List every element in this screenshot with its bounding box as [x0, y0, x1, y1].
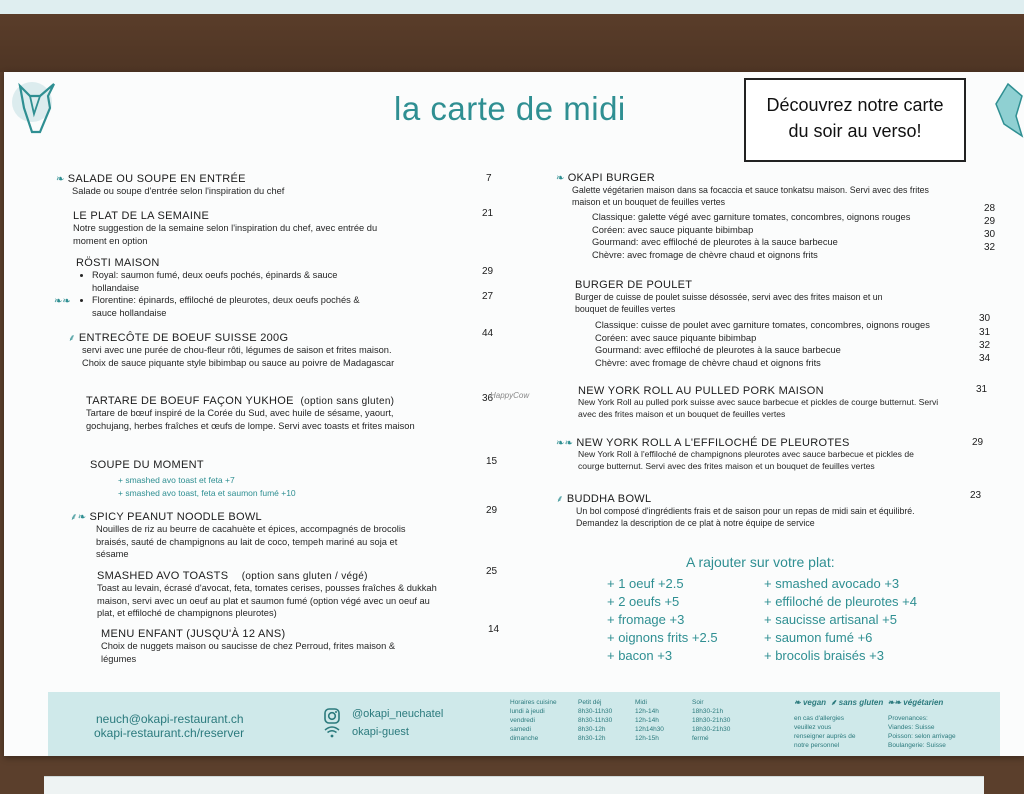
menu-item-salade: [56, 173, 476, 198]
allergy-line: en cas d'allergies: [794, 715, 845, 722]
soupe-extra-2: + smashed avo toast, feta et saumon fumé +10: [118, 487, 296, 498]
addon-item: + 1 oeuf +2.5: [607, 576, 684, 591]
verso-line-1: Découvrez notre carte: [766, 95, 944, 115]
wifi-icon: [324, 726, 340, 738]
poulet-classique: Classique: cuisse de poulet avec garniture tomates, concombres, oignons rouges: [595, 320, 930, 330]
item-name: BUDDHA BOWL: [566, 493, 652, 505]
item-desc: Galette végétarien maison dans sa focaccia et sauce tonkatsu maison. Servi avec des frites maison et un bouquet de feuilles vertes: [572, 185, 929, 207]
day: samedi: [510, 726, 531, 733]
item-desc: New York Roll à l'effiloché de champignons pleurotes avec sauce barbecue et pickles de courge butternut. Servi avec des frites maison et un bouquet de feuilles vertes: [578, 449, 914, 471]
addon-item: + effiloché de pleurotes +4: [764, 594, 917, 609]
footer-email[interactable]: neuch@okapi-restaurant.ch: [96, 712, 244, 726]
gf-legend-icon: ⸙: [830, 698, 837, 707]
hour: 8h30-11h30: [578, 708, 613, 715]
item-desc: Tartare de bœuf inspiré de la Corée du Sud, avec huile de sésame, yaourt, gochujang, herbes fraîches et œufs de lompe. Servi avec toasts et frites maison: [86, 408, 415, 431]
price-poulet-0: 30: [979, 313, 991, 324]
vegan-leaves-icon: ❧❧: [556, 438, 574, 449]
hour: 12h-14h: [635, 717, 659, 724]
addons-col-2: [764, 575, 917, 665]
vegan-gf-icon: ⸙❧: [70, 512, 87, 523]
hours-soir: [692, 698, 730, 743]
addon-item: + bacon +3: [607, 648, 673, 663]
poulet-coreen: Coréen: avec sauce piquante bibimbap: [595, 332, 757, 343]
poulet-chevre: Chèvre: avec fromage de chèvre chaud et oignons frits: [595, 357, 821, 368]
menu-sheet: [4, 72, 1024, 756]
soupe-extra-1: + smashed avo toast et feta +7: [118, 475, 235, 485]
menu-title: la carte de midi: [394, 90, 626, 127]
item-desc: Notre suggestion de la semaine selon l'inspiration du chef, avec entrée du moment en option: [73, 223, 378, 246]
menu-footer: [48, 692, 1000, 756]
item-name: RÖSTI MAISON: [76, 257, 160, 269]
item-desc: Un bol composé d'ingrédients frais et de saison pour un repas de midi sain et équilibré. Demandez la description de ce plat à notre équipe de service: [576, 506, 915, 528]
item-name: SMASHED AVO TOASTS: [97, 570, 229, 582]
allergy-line: notre personnel: [794, 742, 840, 749]
hours-petit-dej: [578, 698, 612, 743]
hour: 12h-15h: [635, 735, 659, 742]
okapi-classique: Classique: galette végé avec garniture tomates, concombres, oignons rouges: [592, 212, 911, 222]
prov-line: Poisson: selon arrivage: [888, 733, 956, 740]
menu-item-plat-semaine: [73, 210, 413, 247]
price-salade: 7: [486, 173, 492, 184]
menu-item-smashed-avo: [97, 570, 445, 620]
hour: fermé: [692, 735, 709, 742]
addons-col-1: [607, 575, 718, 665]
menu-item-burger-poulet: [575, 279, 955, 369]
hours-label: Horaires cuisine: [510, 699, 557, 706]
item-name: BURGER DE POULET: [575, 279, 693, 291]
okapi-chevre: Chèvre: avec fromage de chèvre chaud et oignons frits: [592, 249, 818, 260]
addon-item: + brocolis braisés +3: [764, 648, 884, 663]
menu-item-ny-pork: [578, 385, 948, 420]
vegan-leaf-icon: ❧: [56, 174, 65, 185]
col-label: Petit déj: [578, 699, 602, 706]
hours-midi: [635, 698, 664, 743]
hour: 18h30-21h30: [692, 726, 731, 733]
vegetarian-leaves-icon: ❧❧: [54, 296, 71, 307]
item-name: SOUPE DU MOMENT: [90, 459, 204, 471]
item-name: NEW YORK ROLL A L'EFFILOCHÉ DE PLEUROTES: [576, 437, 850, 449]
menu-item-ny-pleurotes: [556, 437, 936, 472]
col-label: Soir: [692, 699, 704, 706]
menu-item-entrecote: [68, 330, 398, 369]
price-entrecote: 44: [482, 328, 494, 339]
gluten-free-leaf-icon: ⸙: [556, 494, 564, 505]
item-desc: servi avec une purée de chou-fleur rôti, légumes de saison et frites maison. Choix de sauce piquante style bibimbap ou sauce au poivre de Madagascar: [82, 345, 395, 368]
addon-item: + saucisse artisanal +5: [764, 612, 897, 627]
okapi-gourmand: Gourmand: avec effiloché de pleurotes à la sauce barbecue: [592, 237, 838, 248]
instagram-icon: [324, 708, 340, 724]
prov-line: Boulangerie: Suisse: [888, 742, 946, 749]
hours-days: [510, 698, 557, 743]
rosti-royal: • Royal: saumon fumé, deux oeufs pochés, épinards & sauce hollandaise: [92, 269, 376, 294]
diet-legend: [794, 698, 943, 707]
hour: 12h-14h: [635, 708, 659, 715]
board-bottom-sheet: [44, 776, 984, 794]
price-okapi-0: 28: [984, 203, 996, 214]
legend-gf: sans gluten: [838, 698, 884, 707]
allergy-note: [794, 714, 855, 750]
item-name: OKAPI BURGER: [567, 172, 656, 184]
allergy-line: veuillez vous: [794, 724, 832, 731]
menu-item-rosti: [76, 257, 376, 319]
item-desc: Salade ou soupe d'entrée selon l'inspiration du chef: [72, 186, 285, 196]
item-desc: New York Roll au pulled pork suisse avec sauce barbecue et pickles de courge butternut. Servi avec des frites maison et un bouquet de feuilles vertes: [578, 397, 939, 419]
price-poulet-3: 34: [979, 353, 991, 364]
price-enfant: 14: [488, 624, 500, 635]
menu-item-okapi-burger: [556, 172, 936, 261]
happycow-watermark: HappyCow: [490, 391, 530, 400]
addon-item: + saumon fumé +6: [764, 630, 873, 645]
price-poulet-1: 31: [979, 327, 991, 338]
item-name: LE PLAT DE LA SEMAINE: [73, 210, 210, 222]
item-name: ENTRECÔTE DE BOEUF SUISSE 200G: [78, 332, 289, 344]
price-spicy: 29: [486, 505, 498, 516]
verso-line-2: du soir au verso!: [788, 121, 922, 141]
price-rosti-florentine: 27: [482, 291, 494, 302]
day: lundi à jeudi: [510, 708, 545, 715]
hour: 18h30-21h30: [692, 717, 731, 724]
prov-label: Provenances:: [888, 715, 928, 722]
prov-line: Viandes: Suisse: [888, 724, 935, 731]
item-name: NEW YORK ROLL AU PULLED PORK MAISON: [578, 385, 824, 397]
poulet-gourmand: Gourmand: avec effiloché de pleurotes à la sauce barbecue: [595, 345, 841, 356]
addon-item: + 2 oeufs +5: [607, 594, 680, 609]
hour: 8h30-12h: [578, 726, 606, 733]
price-okapi-1: 29: [984, 216, 996, 227]
verso-notice: [744, 78, 966, 162]
hour: 12h14h30: [635, 726, 664, 733]
hour: 18h30-21h: [692, 708, 724, 715]
item-option: (option sans gluten / végé): [241, 571, 368, 582]
item-name: TARTARE DE BOEUF FAÇON YUKHOE: [86, 395, 294, 407]
menu-item-soupe: [90, 459, 390, 499]
price-smashed: 25: [486, 566, 498, 577]
item-desc: Burger de cuisse de poulet suisse désossée, servi avec des frites maison et un bouquet de feuilles vertes: [575, 292, 883, 314]
menu-item-tartare: [86, 395, 426, 432]
veg-legend-icon: ❧❧: [887, 698, 902, 707]
price-ny-pork: 31: [976, 384, 988, 395]
gluten-free-icon: ⸙: [68, 333, 76, 344]
price-buddha: 23: [970, 490, 982, 501]
legend-veg: végétarien: [903, 698, 944, 707]
rosti-florentine: • Florentine: épinards, effiloché de pleurotes, deux oeufs pochés & sauce hollandaise: [92, 294, 376, 319]
price-tartare: 36: [482, 393, 494, 404]
price-okapi-2: 30: [984, 229, 996, 240]
item-option: (option sans gluten): [300, 396, 395, 407]
footer-wifi: okapi-guest: [352, 726, 409, 738]
item-name: MENU ENFANT (JUSQU'À 12 ANS): [101, 628, 286, 640]
allergy-line: renseigner auprès de: [794, 733, 856, 740]
okapi-coreen: Coréen: avec sauce piquante bibimbap: [592, 224, 754, 235]
price-rosti-royal: 29: [482, 266, 494, 277]
item-name: SPICY PEANUT NOODLE BOWL: [89, 511, 262, 523]
price-poulet-2: 32: [979, 340, 991, 351]
okapi-logo-right-icon: [992, 80, 1024, 140]
menu-item-spicy-bowl: [70, 509, 430, 561]
addon-item: + oignons frits +2.5: [607, 630, 718, 645]
price-soupe: 15: [486, 456, 498, 467]
item-desc: Toast au levain, écrasé d'avocat, feta, tomates cerises, pousses fraîches & dukkah maison, servi avec un oeuf au plat et saumon fumé (option végé avec un oeuf au plat, et effiloché de champignons pleurotes): [97, 583, 437, 618]
price-plat: 21: [482, 208, 494, 219]
vegan-legend-icon: ❧: [794, 698, 801, 707]
col-label: Midi: [635, 699, 647, 706]
day: vendredi: [510, 717, 535, 724]
price-okapi-3: 32: [984, 242, 996, 253]
item-desc: Choix de nuggets maison ou saucisse de chez Perroud, frites maison & légumes: [101, 641, 396, 664]
legend-vegan: vegan: [802, 698, 827, 707]
item-desc: Nouilles de riz au beurre de cacahuète et épices, accompagnés de brocolis braisés, sauté de champignons au lait de coco, tempeh mariné au soja et sésame: [96, 524, 406, 559]
vegetarian-leaf-icon: ❧: [556, 173, 565, 184]
day: dimanche: [510, 735, 539, 742]
footer-reservation-url[interactable]: okapi-restaurant.ch/reserver: [94, 726, 245, 740]
menu-item-buddha-bowl: [556, 491, 916, 529]
hour: 8h30-12h: [578, 735, 606, 742]
menu-item-enfant: [101, 628, 421, 665]
footer-instagram[interactable]: @okapi_neuchatel: [352, 708, 444, 720]
item-name: SALADE OU SOUPE EN ENTRÉE: [67, 173, 246, 185]
addon-item: + fromage +3: [607, 612, 685, 627]
price-ny-pleurotes: 29: [972, 437, 984, 448]
addon-item: + smashed avocado +3: [764, 576, 900, 591]
addons-title: A rajouter sur votre plat:: [686, 554, 835, 570]
provenances: [888, 714, 956, 750]
hour: 8h30-11h30: [578, 717, 613, 724]
wood-board: [0, 14, 1024, 72]
okapi-logo-icon: [10, 74, 76, 140]
